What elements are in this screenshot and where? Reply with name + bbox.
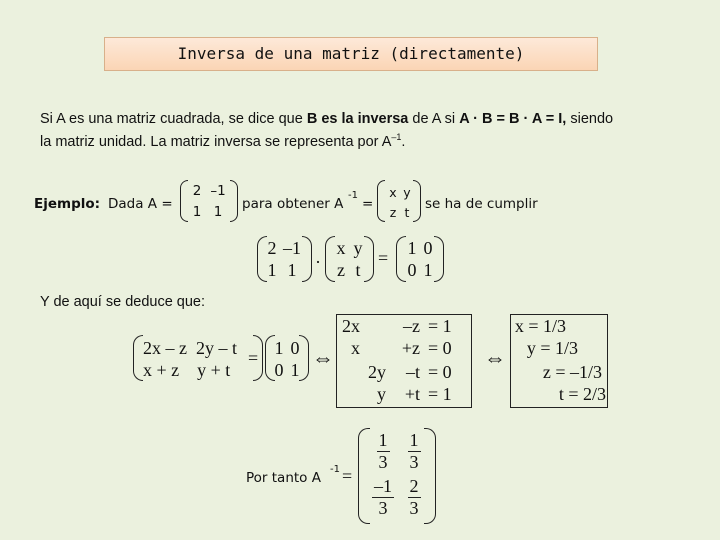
example-cumplir: se ha de cumplir	[425, 196, 538, 212]
mid-m1-row2: x + z y + t	[143, 360, 231, 380]
prod-m2-right-paren	[364, 236, 374, 282]
iff-arrow-icon: ⇔	[312, 345, 334, 370]
matA-right-paren	[230, 180, 238, 222]
mid-m1-row1: 2x – z 2y – t	[143, 338, 237, 358]
sys-r1-c1: 2x	[342, 316, 360, 336]
intro-sup: –1	[391, 132, 402, 142]
matX-right-paren	[413, 180, 421, 222]
matX-x: x	[389, 185, 397, 200]
prod-m2-x: x	[336, 238, 346, 258]
intro-text-5: .	[401, 133, 406, 150]
result-a21	[366, 476, 400, 519]
result-a22-den: 3	[409, 498, 419, 518]
intro-bold-2: A · B = B · A = I,	[459, 111, 567, 127]
prod-m1-a12: –1	[283, 238, 301, 258]
page-title: Inversa de una matriz (directamente)	[104, 37, 598, 71]
result-a11-den: 3	[378, 452, 388, 472]
intro-text-4: la matriz unidad. La matriz inversa se representa por A	[40, 133, 392, 150]
example-para: para obtener A	[242, 196, 344, 212]
prod-m2-z: z	[337, 260, 345, 280]
prod-m3-a12: 0	[423, 238, 433, 258]
result-a21-num: –1	[374, 476, 392, 496]
sol-x: x = 1/3	[514, 316, 566, 336]
mid-m2-right-paren	[299, 335, 309, 381]
mid-m2-a22: 1	[290, 360, 300, 380]
intro-text-1: Si A es una matriz cuadrada, se dice que	[40, 111, 307, 127]
sol-z: z = –1/3	[542, 362, 602, 382]
prod-m3-right-paren	[434, 236, 444, 282]
mid-m2-a12: 0	[290, 338, 300, 358]
sys-r1-c4: = 1	[428, 316, 452, 336]
example-inv-sup: -1	[348, 190, 358, 201]
mid-m1-left-paren	[133, 335, 143, 381]
prod-m1-a22: 1	[287, 260, 297, 280]
prod-m1-a21: 1	[267, 260, 277, 280]
matA-a11: 2	[192, 183, 202, 199]
example-eq: =	[362, 196, 374, 212]
sys-r3-c3: –t	[405, 362, 420, 382]
sys-r3-c2: 2y	[368, 362, 386, 382]
matA-a21: 1	[192, 204, 202, 220]
prod-eq: =	[378, 248, 389, 268]
matX-z: z	[389, 205, 397, 220]
result-sup: -1	[330, 464, 340, 475]
sol-t: t = 2/3	[558, 384, 606, 404]
result-a22-num: 2	[409, 476, 419, 496]
sys-r4-c4: = 1	[428, 384, 452, 404]
intro-paragraph	[40, 110, 690, 151]
example-dada: Dada A =	[108, 196, 173, 212]
mid-m2-a21: 0	[274, 360, 284, 380]
prod-m2-y: y	[353, 238, 363, 258]
matX-left-paren	[377, 180, 385, 222]
sys-r2-c3: +z	[401, 338, 420, 358]
prod-m1-a11: 2	[267, 238, 277, 258]
intro-bold-1: B es la inversa	[306, 111, 409, 127]
matA-a22: 1	[213, 204, 223, 220]
sys-r4-c3: +t	[404, 384, 420, 404]
result-eq: =	[342, 466, 353, 486]
prod-dot: ·	[315, 252, 321, 272]
example-label: Ejemplo:	[34, 196, 101, 212]
result-right-paren	[424, 428, 436, 524]
mid-eq: =	[248, 348, 259, 368]
result-a11-num: 1	[378, 430, 388, 450]
prod-m3-a21: 0	[407, 260, 417, 280]
deduce-text: Y de aquí se deduce que:	[40, 294, 206, 310]
result-a12-num: 1	[409, 430, 419, 450]
sys-r4-c2: y	[377, 384, 386, 404]
prod-m1-right-paren	[302, 236, 312, 282]
sol-y: y = 1/3	[526, 338, 578, 358]
result-a21-den: 3	[378, 498, 388, 518]
matX-t: t	[404, 205, 410, 220]
prod-m2-t: t	[355, 260, 361, 280]
matX-y: y	[403, 185, 411, 200]
result-a12-den: 3	[409, 452, 419, 472]
result-label: Por tanto A	[246, 470, 321, 486]
matA-left-paren	[180, 180, 188, 222]
sys-r1-c3: –z	[403, 316, 420, 336]
intro-text-2: de A si	[408, 111, 460, 127]
sys-r3-c4: = 0	[428, 362, 452, 382]
matA-a12: –1	[210, 183, 226, 199]
result-a11	[368, 430, 398, 473]
iff-arrow-icon-2: ⇔	[484, 345, 506, 370]
intro-text-3: siendo	[566, 111, 614, 127]
sys-r2-c1: x	[351, 338, 360, 358]
prod-m3-a11: 1	[407, 238, 417, 258]
sys-r2-c4: = 0	[428, 338, 452, 358]
mid-m2-a11: 1	[274, 338, 284, 358]
prod-m3-a22: 1	[423, 260, 433, 280]
